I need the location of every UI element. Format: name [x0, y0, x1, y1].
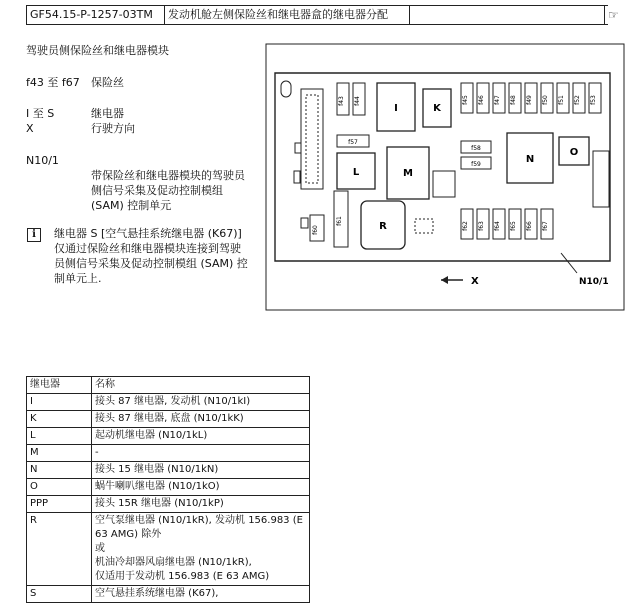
- svg-text:f62: f62: [462, 221, 469, 231]
- relay-id-cell: L: [27, 428, 92, 445]
- relay-name-cell: 接头 87 继电器, 底盘 (N10/1kK): [92, 411, 310, 428]
- bottom-fuse-f66: [525, 209, 537, 239]
- doc-code: GF54.15-P-1257-03TM: [27, 6, 165, 24]
- top-fuse-f43: [337, 83, 349, 115]
- relay-label-I: I: [394, 103, 398, 114]
- relay-label-R: R: [379, 221, 387, 232]
- svg-text:f63: f63: [478, 221, 485, 231]
- table-row: [27, 411, 310, 428]
- svg-text:f65: f65: [510, 221, 517, 231]
- table-row: [27, 394, 310, 411]
- legend-key-n10: N10/1: [26, 154, 59, 167]
- svg-text:f53: f53: [590, 95, 597, 105]
- fuse-f60: [310, 215, 324, 241]
- legend-key-relays: I 至 S: [26, 107, 55, 120]
- relay-id-cell: K: [27, 411, 92, 428]
- relay-label-L: L: [352, 167, 360, 178]
- bottom-fuse-f67: [541, 209, 553, 239]
- document-pointer-icon[interactable]: ☞: [608, 8, 619, 22]
- legend-value-fuses: 保险丝: [91, 76, 124, 89]
- spare-slot: [433, 171, 455, 197]
- top-fuse-f51: [557, 83, 569, 113]
- mid-fuse-f57: [337, 135, 369, 147]
- fuse-label-f43: f43: [338, 96, 345, 106]
- relay-label-N: N: [525, 154, 535, 165]
- top-fuse-f47: [493, 83, 505, 113]
- section-subtitle: 驾驶员侧保险丝和继电器模块: [26, 44, 169, 57]
- relay-label-K: K: [433, 103, 441, 114]
- svg-text:f48: f48: [510, 95, 517, 105]
- table-row: [27, 462, 310, 479]
- svg-text:f66: f66: [526, 221, 533, 231]
- table-header-relay: 继电器: [27, 377, 92, 394]
- relay-id-cell: I: [27, 394, 92, 411]
- direction-label: X: [471, 276, 479, 287]
- top-fuse-f49: [525, 83, 537, 113]
- relay-name-cell: 接头 15R 继电器 (N10/1kP): [92, 496, 310, 513]
- legend-value-direction: 行驶方向: [91, 122, 135, 135]
- document-header: [26, 5, 619, 25]
- svg-text:f52: f52: [574, 95, 581, 105]
- table-header-name: 名称: [92, 377, 310, 394]
- svg-text:f49: f49: [526, 95, 533, 105]
- relay-id-cell: PPP: [27, 496, 92, 513]
- svg-text:f47: f47: [494, 95, 501, 105]
- svg-text:f58: f58: [471, 145, 481, 152]
- relay-name-cell: 起动机继电器 (N10/1kL): [92, 428, 310, 445]
- doc-title: 发动机舱左侧保险丝和继电器盒的继电器分配: [165, 6, 410, 24]
- legend-value-relays: 继电器: [91, 107, 124, 120]
- relay-id-cell: S: [27, 586, 92, 603]
- relay-label-O: O: [569, 147, 579, 158]
- relay-partial-right: [593, 151, 609, 207]
- table-row: [27, 445, 310, 462]
- relay-id-cell: R: [27, 513, 92, 586]
- table-row: [27, 586, 310, 603]
- n10-label: N10/1: [579, 277, 609, 287]
- relay-name-cell: 空气泵继电器 (N10/1kR), 发动机 156.983 (E 63 AMG) 除外 或 机油冷却器风扇继电器 (N10/1kR), 仅适用于发动机 156.983 (E 63 AMG): [92, 513, 310, 586]
- legend-key-fuses: f43 至 f67: [26, 76, 80, 89]
- top-fuse-f44: [353, 83, 365, 115]
- top-fuse-f53: [589, 83, 601, 113]
- top-fuse-f46: [477, 83, 489, 113]
- mid-fuse-f58: [461, 141, 491, 153]
- info-note: 继电器 S [空气悬挂系统继电器 (K67)] 仅通过保险丝和继电器模块连接到驾驶员侧信号采集及促动控制模组 (SAM) 控制单元上.: [54, 227, 248, 285]
- fuse-box-diagram: [265, 43, 625, 311]
- svg-text:f67: f67: [542, 221, 549, 231]
- legend-value-n10: 带保险丝和继电器模块的驾驶员侧信号采集及促动控制模组 (SAM) 控制单元: [91, 169, 245, 212]
- svg-text:f61: f61: [336, 216, 343, 226]
- table-header-row: [27, 377, 310, 394]
- mid-fuse-f59: [461, 157, 491, 169]
- svg-text:f46: f46: [478, 95, 485, 105]
- svg-text:f60: f60: [312, 225, 319, 235]
- info-icon: i: [27, 228, 41, 242]
- top-fuse-f48: [509, 83, 521, 113]
- svg-text:f45: f45: [462, 95, 469, 105]
- bottom-fuse-f65: [509, 209, 521, 239]
- svg-text:f50: f50: [542, 95, 549, 105]
- bottom-fuse-f62: [461, 209, 473, 239]
- relay-name-cell: 空气悬挂系统继电器 (K67),: [92, 586, 310, 603]
- svg-text:f57: f57: [348, 139, 358, 146]
- table-row: [27, 479, 310, 496]
- top-fuse-f45: [461, 83, 473, 113]
- header-empty-cell: [410, 6, 605, 24]
- top-fuse-f50: [541, 83, 553, 113]
- relay-name-cell: 接头 87 继电器, 发动机 (N10/1kI): [92, 394, 310, 411]
- relay-label-M: M: [403, 168, 413, 179]
- top-fuse-f52: [573, 83, 585, 113]
- relay-id-cell: O: [27, 479, 92, 496]
- svg-text:f64: f64: [494, 221, 501, 231]
- fuse-label-f44: f44: [354, 96, 361, 106]
- table-row: [27, 496, 310, 513]
- relay-table: [26, 376, 310, 603]
- table-row: [27, 513, 310, 586]
- bottom-fuse-f63: [477, 209, 489, 239]
- table-row: [27, 428, 310, 445]
- svg-text:f51: f51: [558, 95, 565, 105]
- relay-name-cell: 蜗牛喇叭继电器 (N10/1kO): [92, 479, 310, 496]
- relay-name-cell: -: [92, 445, 310, 462]
- relay-name-cell: 接头 15 继电器 (N10/1kN): [92, 462, 310, 479]
- fuse-f61: [334, 191, 348, 247]
- svg-text:f59: f59: [471, 161, 481, 168]
- relay-id-cell: N: [27, 462, 92, 479]
- relay-id-cell: M: [27, 445, 92, 462]
- legend-key-direction: X: [26, 122, 34, 135]
- bottom-fuse-f64: [493, 209, 505, 239]
